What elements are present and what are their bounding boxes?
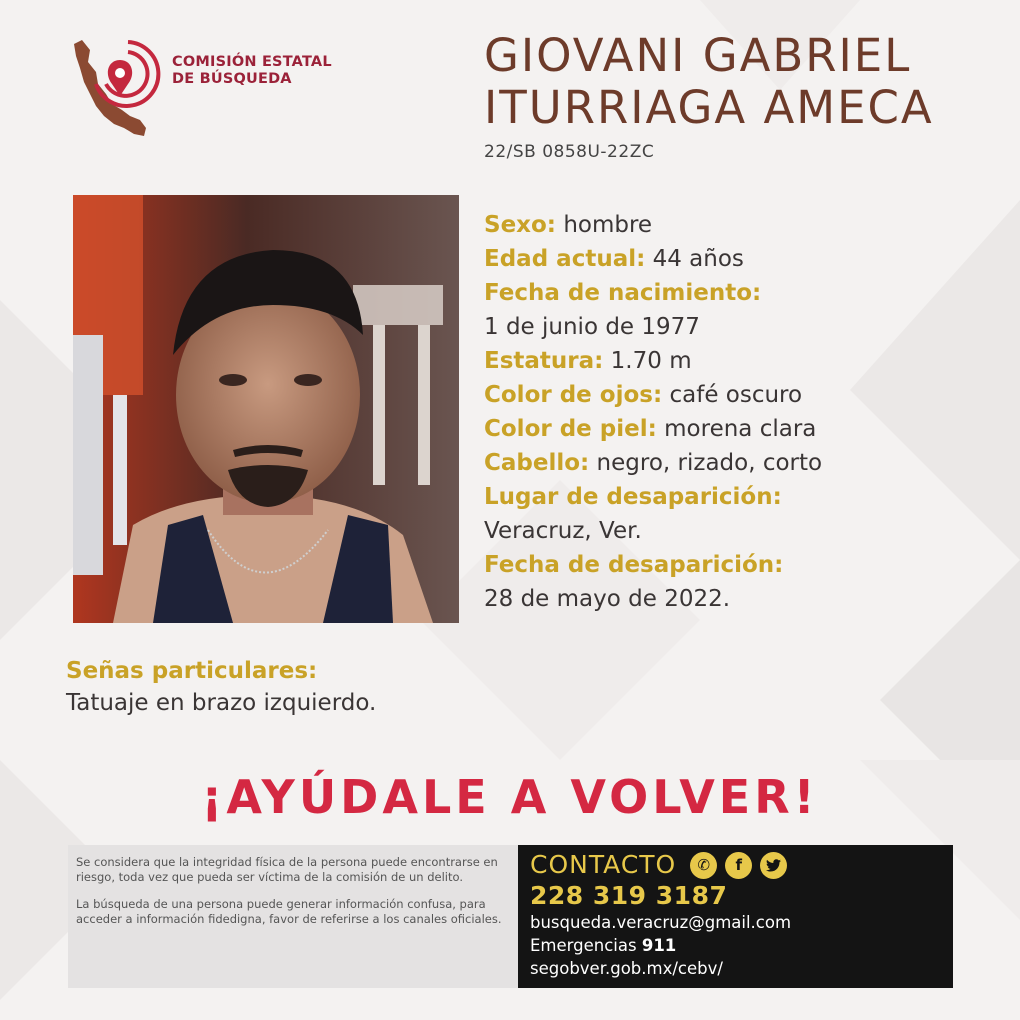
info-label: Color de ojos: bbox=[484, 382, 663, 408]
info-row-nacimiento-value bbox=[484, 310, 1004, 344]
contact-email[interactable]: busqueda.veracruz@gmail.com bbox=[530, 913, 792, 932]
phone-icon[interactable]: ✆ bbox=[690, 852, 717, 879]
info-row-fecha-value bbox=[484, 582, 1004, 616]
contact-title: CONTACTO bbox=[530, 850, 677, 879]
info-row-sexo bbox=[484, 208, 1004, 242]
name-block bbox=[484, 30, 1004, 162]
info-row-estatura bbox=[484, 344, 1004, 378]
logo-line-2: DE BÚSQUEDA bbox=[172, 71, 292, 87]
info-label: Color de piel: bbox=[484, 416, 657, 442]
info-label: Edad actual: bbox=[484, 246, 646, 272]
contact-website[interactable]: segobver.gob.mx/cebv/ bbox=[530, 959, 723, 978]
facebook-icon[interactable]: f bbox=[725, 852, 752, 879]
twitter-icon[interactable] bbox=[760, 852, 787, 879]
info-row-nacimiento-label bbox=[484, 276, 1004, 310]
info-value: 44 años bbox=[652, 246, 744, 272]
senas-label: Señas particulares: bbox=[66, 658, 318, 684]
agency-logo bbox=[68, 36, 348, 146]
info-label: Fecha de desaparición: bbox=[484, 552, 784, 578]
info-label: Cabello: bbox=[484, 450, 590, 476]
info-label: Fecha de nacimiento: bbox=[484, 280, 762, 306]
contact-emergencias bbox=[530, 934, 953, 957]
info-row-lugar-label bbox=[484, 480, 1004, 514]
veracruz-map-pin-icon bbox=[68, 36, 168, 146]
case-folio: 22/SB 0858U-22ZC bbox=[484, 142, 655, 162]
info-value: 28 de mayo de 2022. bbox=[484, 586, 731, 612]
info-row-fecha-label bbox=[484, 548, 1004, 582]
contact-box bbox=[518, 845, 953, 988]
social-icons bbox=[690, 852, 795, 879]
disclaimer-paragraph-1: Se considera que la integridad física de la persona puede encontrarse en riesgo, toda vez que pueda ser víctima de la comisión de un delito. bbox=[76, 855, 498, 884]
info-value: 1 de junio de 1977 bbox=[484, 314, 700, 340]
person-name-line-1: GIOVANI GABRIEL bbox=[484, 29, 912, 82]
person-info bbox=[484, 208, 1004, 616]
logo-line-1: COMISIÓN ESTATAL bbox=[172, 54, 332, 70]
emergencias-number[interactable]: 911 bbox=[641, 936, 677, 955]
contact-phone[interactable]: 228 319 3187 bbox=[530, 881, 728, 910]
help-banner: ¡AYÚDALE A VOLVER! bbox=[201, 770, 819, 824]
info-label: Estatura: bbox=[484, 348, 604, 374]
info-label: Sexo: bbox=[484, 212, 556, 238]
info-row-ojos bbox=[484, 378, 1004, 412]
info-value: café oscuro bbox=[669, 382, 803, 408]
emergencias-label: Emergencias bbox=[530, 936, 637, 955]
senas-value: Tatuaje en brazo izquierdo. bbox=[66, 690, 377, 716]
info-row-piel bbox=[484, 412, 1004, 446]
info-value: 1.70 m bbox=[610, 348, 692, 374]
info-label: Lugar de desaparición: bbox=[484, 484, 782, 510]
info-value: morena clara bbox=[664, 416, 817, 442]
person-photo bbox=[73, 195, 459, 623]
info-row-cabello bbox=[484, 446, 1004, 480]
info-value: hombre bbox=[563, 212, 653, 238]
info-value: negro, rizado, corto bbox=[596, 450, 823, 476]
info-value: Veracruz, Ver. bbox=[484, 518, 642, 544]
info-row-lugar-value bbox=[484, 514, 1004, 548]
person-name-line-2: ITURRIAGA AMECA bbox=[484, 81, 934, 134]
disclaimer-paragraph-2: La búsqueda de una persona puede generar información confusa, para acceder a información fidedigna, favor de referirse a los canales oficiales. bbox=[76, 897, 502, 926]
distinguishing-marks bbox=[66, 655, 666, 719]
info-row-edad bbox=[484, 242, 1004, 276]
disclaimer-box bbox=[68, 845, 518, 988]
